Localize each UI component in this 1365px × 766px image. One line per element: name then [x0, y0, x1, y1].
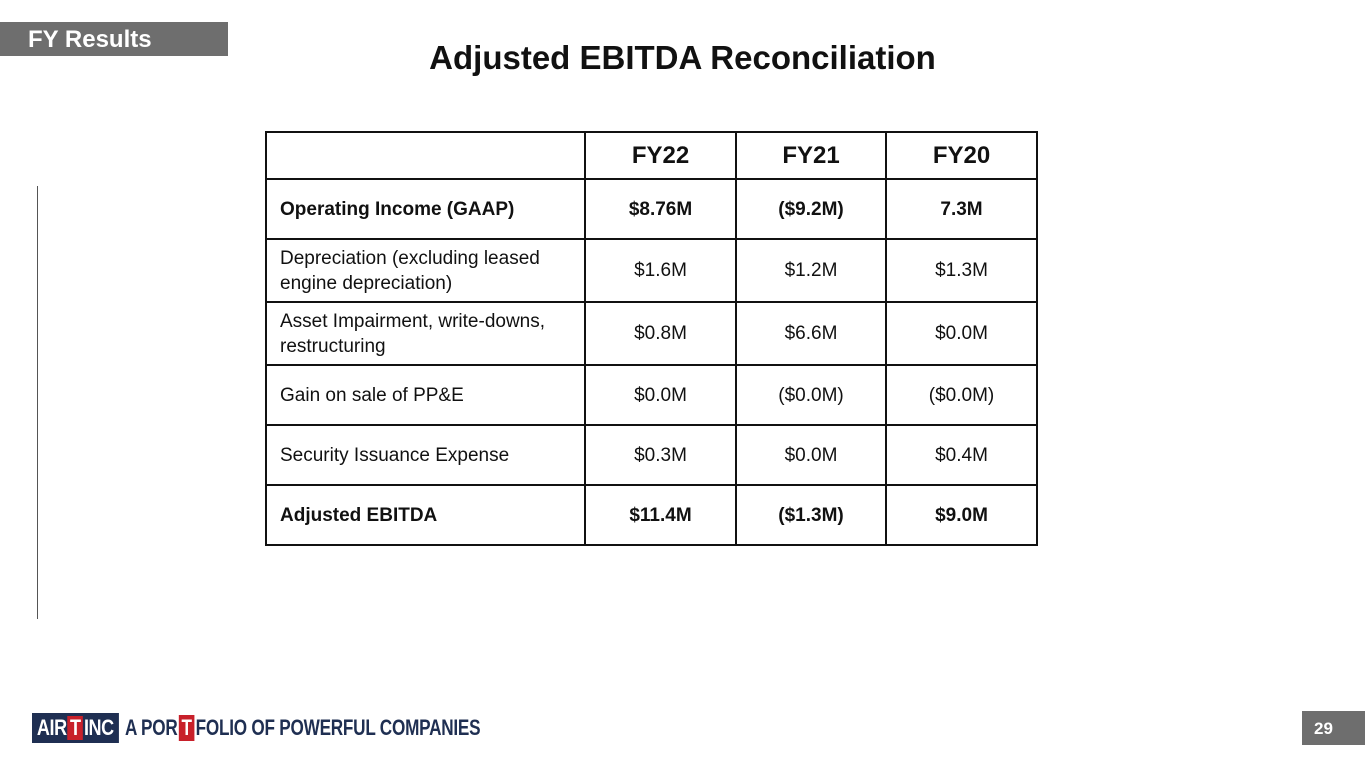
cell-fy21: $0.0M [736, 425, 886, 485]
row-label: Asset Impairment, write-downs, restructuring [266, 302, 585, 365]
row-label: Security Issuance Expense [266, 425, 585, 485]
cell-fy20: ($0.0M) [886, 365, 1037, 425]
cell-fy22: $0.0M [585, 365, 736, 425]
header-cell-fy22: FY22 [585, 132, 736, 179]
cell-fy21: ($9.2M) [736, 179, 886, 239]
section-tag: FY Results [0, 22, 228, 56]
table-row [266, 179, 1037, 239]
page-title: Adjusted EBITDA Reconciliation [429, 39, 936, 76]
cell-fy20: $9.0M [886, 485, 1037, 545]
cell-fy21: $6.6M [736, 302, 886, 365]
cell-fy21: $1.2M [736, 239, 886, 302]
side-divider [37, 186, 38, 619]
table-row-total [266, 485, 1037, 545]
row-label: Adjusted EBITDA [266, 485, 585, 545]
table-row [266, 302, 1037, 365]
header-cell-fy21: FY21 [736, 132, 886, 179]
cell-fy22: $0.3M [585, 425, 736, 485]
table-row [266, 365, 1037, 425]
logo-text-air: AIR [36, 715, 67, 740]
cell-fy20: $0.4M [886, 425, 1037, 485]
cell-fy22: $8.76M [585, 179, 736, 239]
logo-text-t: T [68, 716, 84, 740]
table-row [266, 425, 1037, 485]
tagline-part-t: T [179, 715, 194, 741]
reconciliation-table [265, 131, 1038, 546]
table-row [266, 239, 1037, 302]
cell-fy20: $0.0M [886, 302, 1037, 365]
page-number: 29 [1302, 711, 1365, 745]
cell-fy20: $1.3M [886, 239, 1037, 302]
company-logo [32, 713, 138, 743]
cell-fy22: $11.4M [585, 485, 736, 545]
footer-tagline [125, 713, 480, 743]
row-label: Depreciation (excluding leased engine depreciation) [266, 239, 585, 302]
row-label: Gain on sale of PP&E [266, 365, 585, 425]
tagline-part-2: FOLIO OF POWERFUL COMPANIES [195, 715, 481, 740]
cell-fy22: $0.8M [585, 302, 736, 365]
logo-mark [32, 713, 119, 743]
cell-fy20: 7.3M [886, 179, 1037, 239]
tagline-part-1: A POR [125, 715, 178, 740]
cell-fy21: ($0.0M) [736, 365, 886, 425]
row-label: Operating Income (GAAP) [266, 179, 585, 239]
header-cell-fy20: FY20 [886, 132, 1037, 179]
logo-text-inc: INC [83, 715, 114, 740]
table-header-row [266, 132, 1037, 179]
cell-fy21: ($1.3M) [736, 485, 886, 545]
cell-fy22: $1.6M [585, 239, 736, 302]
header-cell-empty [266, 132, 585, 179]
